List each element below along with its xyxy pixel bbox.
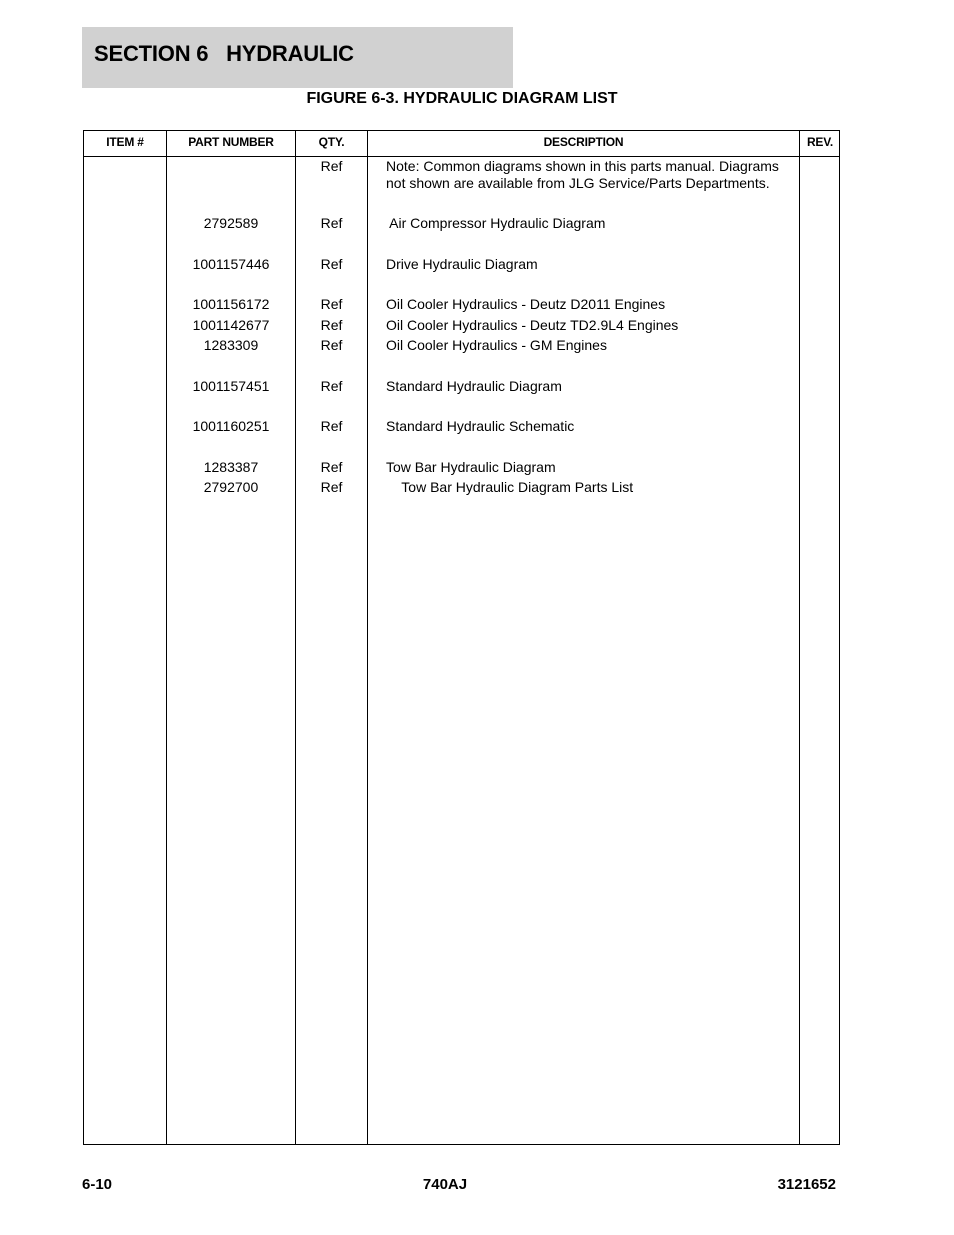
qty-cell: Ref bbox=[320, 459, 343, 475]
page-number: 6-10 bbox=[82, 1176, 113, 1193]
description-cell: Oil Cooler Hydraulics - Deutz D2011 Engines bbox=[386, 296, 666, 312]
section-banner bbox=[82, 27, 513, 88]
qty-cell: Ref bbox=[320, 418, 343, 434]
column-header-part-number: PART NUMBER bbox=[188, 135, 274, 149]
column-divider bbox=[166, 131, 167, 1144]
figure-title: FIGURE 6-3. HYDRAULIC DIAGRAM LIST bbox=[306, 90, 618, 107]
part-number-cell: 2792589 bbox=[203, 215, 259, 231]
document-number: 3121652 bbox=[777, 1176, 836, 1193]
qty-cell: Ref bbox=[320, 317, 343, 333]
description-cell: Oil Cooler Hydraulics - GM Engines bbox=[386, 337, 607, 353]
part-number-cell: 1001156172 bbox=[192, 296, 270, 312]
description-cell: Air Compressor Hydraulic Diagram bbox=[386, 215, 606, 231]
part-number-cell: 2792700 bbox=[203, 479, 259, 495]
column-header-qty: QTY. bbox=[318, 135, 345, 149]
column-header-description: DESCRIPTION bbox=[543, 135, 624, 149]
description-cell: Oil Cooler Hydraulics - Deutz TD2.9L4 Engines bbox=[386, 317, 679, 333]
qty-cell: Ref bbox=[320, 378, 343, 394]
column-header-item: ITEM # bbox=[106, 135, 144, 149]
model-name: 740AJ bbox=[422, 1176, 468, 1193]
qty-cell: Ref bbox=[320, 296, 343, 312]
qty-cell: Ref bbox=[320, 158, 343, 174]
description-cell: Note: Common diagrams shown in this parts manual. Diagrams not shown are available from JLG Service/Parts Departments. bbox=[386, 158, 779, 191]
column-divider bbox=[799, 131, 800, 1144]
qty-cell: Ref bbox=[320, 256, 343, 272]
section-title: SECTION 6 HYDRAULIC bbox=[94, 41, 354, 66]
description-cell: Standard Hydraulic Diagram bbox=[386, 378, 562, 394]
column-header-rev: REV. bbox=[806, 135, 834, 149]
part-number-cell: 1283387 bbox=[203, 459, 259, 475]
part-number-cell: 1283309 bbox=[203, 337, 259, 353]
header-divider bbox=[84, 156, 839, 157]
parts-table bbox=[83, 130, 840, 1145]
column-divider bbox=[367, 131, 368, 1144]
qty-cell: Ref bbox=[320, 215, 343, 231]
part-number-cell: 1001160251 bbox=[192, 418, 270, 434]
part-number-cell: 1001157446 bbox=[192, 256, 270, 272]
part-number-cell: 1001142677 bbox=[192, 317, 270, 333]
qty-cell: Ref bbox=[320, 479, 343, 495]
column-divider bbox=[295, 131, 296, 1144]
part-number-cell: 1001157451 bbox=[192, 378, 270, 394]
description-cell: Standard Hydraulic Schematic bbox=[386, 418, 575, 434]
qty-cell: Ref bbox=[320, 337, 343, 353]
description-cell: Tow Bar Hydraulic Diagram Parts List bbox=[386, 479, 634, 495]
description-cell: Tow Bar Hydraulic Diagram bbox=[386, 459, 556, 475]
description-cell: Drive Hydraulic Diagram bbox=[386, 256, 538, 272]
